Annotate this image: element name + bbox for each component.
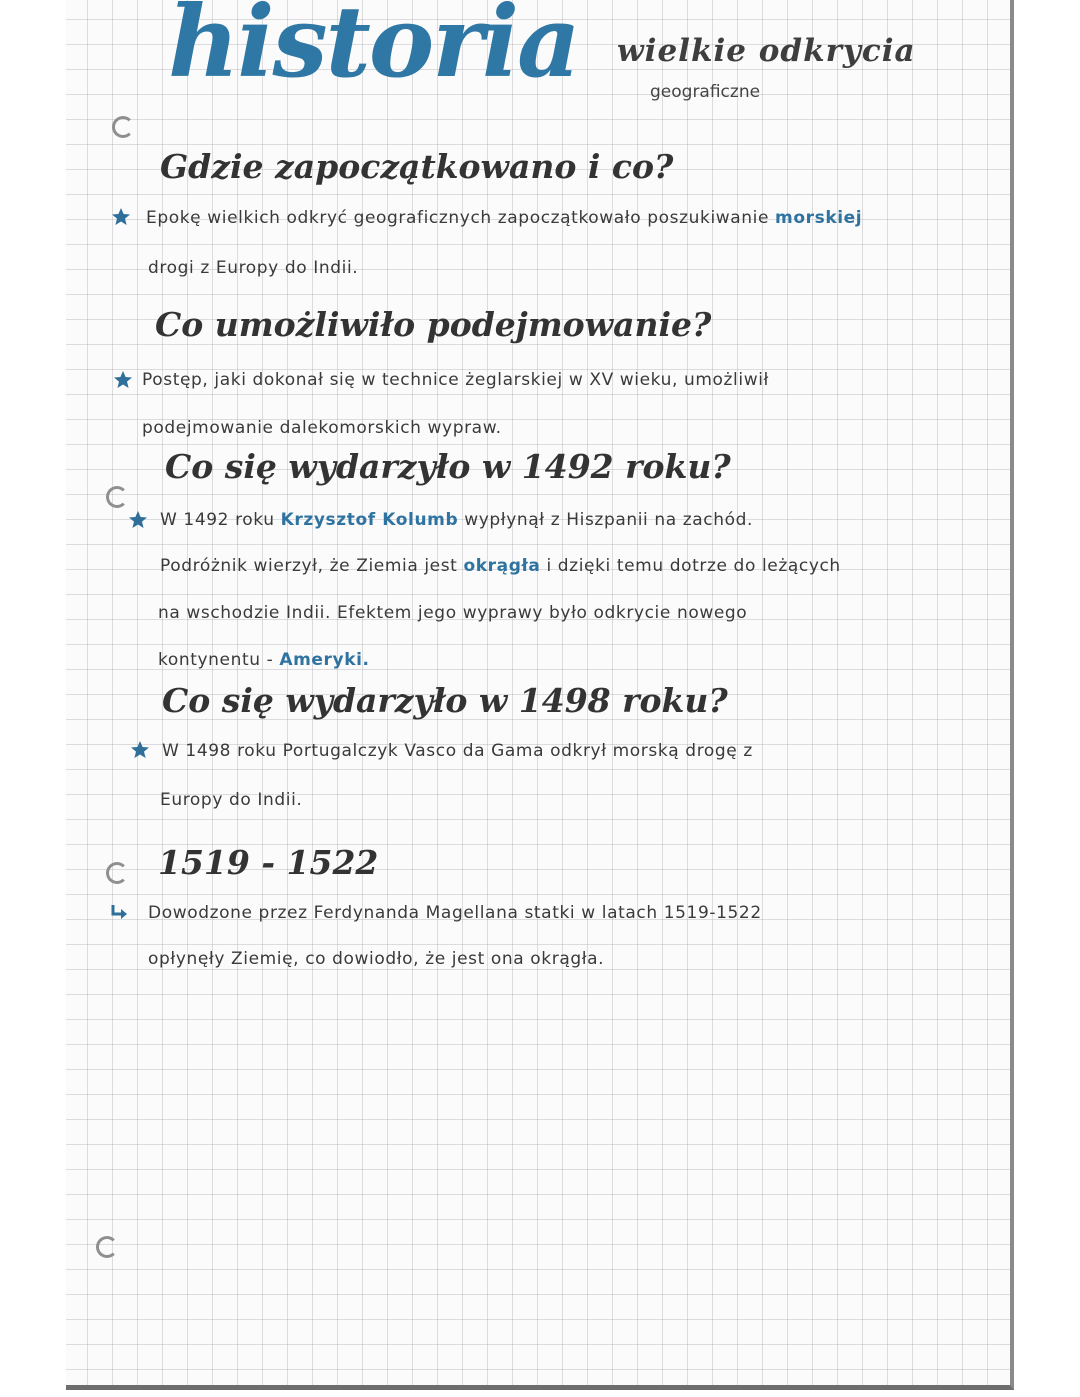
note-line	[148, 905, 762, 922]
section-heading: Co się wydarzyło w 1498 roku?	[162, 681, 728, 720]
note-line	[148, 260, 358, 277]
binder-ring-2	[106, 486, 128, 508]
star-bullet-icon	[113, 370, 133, 390]
note-text: W 1492 roku	[160, 510, 281, 530]
note-line	[160, 792, 302, 809]
binder-ring-1	[112, 116, 134, 138]
note-text: na wschodzie Indii. Efektem jego wyprawy było odkrycie nowego	[158, 603, 748, 623]
note-line	[160, 512, 753, 529]
page-subtitle-small: geograficzne	[650, 82, 761, 102]
star-bullet-icon	[128, 510, 148, 530]
section-heading: Co umożliwiło podejmowanie?	[155, 305, 712, 344]
note-text: Europy do Indii.	[160, 790, 303, 810]
note-line	[158, 605, 747, 622]
note-line	[148, 951, 604, 968]
page-title: historia	[168, 0, 579, 100]
note-text: i dzięki temu dotrze do leżących	[540, 556, 841, 576]
note-text: opłynęły Ziemię, co dowiodło, że jest ona okrągła.	[148, 949, 605, 969]
page-subtitle: wielkie odkrycia	[617, 33, 916, 69]
section-heading: Co się wydarzyło w 1492 roku?	[165, 447, 731, 486]
arrow-bullet-icon	[110, 902, 130, 922]
note-line	[162, 743, 753, 760]
star-bullet-icon	[111, 207, 131, 227]
section-heading: Gdzie zapoczątkowano i co?	[160, 147, 674, 186]
note-text: Podróżnik wierzył, że Ziemia jest	[160, 556, 464, 576]
note-text: podejmowanie dalekomorskich wypraw.	[142, 418, 502, 438]
note-text: kontynentu -	[158, 650, 280, 670]
highlighted-term: Krzysztof Kolumb	[280, 510, 459, 530]
note-line	[158, 652, 370, 669]
note-line	[142, 372, 769, 389]
star-bullet-icon	[130, 740, 150, 760]
highlighted-term: Ameryki.	[279, 650, 370, 670]
note-text: drogi z Europy do Indii.	[148, 258, 359, 278]
note-line	[142, 420, 502, 437]
section-heading: 1519 - 1522	[158, 843, 379, 882]
note-line	[146, 210, 862, 227]
note-text: wypłynął z Hiszpanii na zachód.	[458, 510, 754, 530]
highlighted-term: okrągła	[463, 556, 541, 576]
highlighted-term: morskiej	[775, 208, 863, 228]
note-text: Epokę wielkich odkryć geograficznych zapoczątkowało poszukiwanie	[146, 208, 776, 228]
note-text: Dowodzone przez Ferdynanda Magellana statki w latach 1519-1522	[148, 903, 762, 923]
note-text: W 1498 roku Portugalczyk Vasco da Gama odkrył morską drogę z	[162, 741, 753, 761]
binder-ring-3	[106, 862, 128, 884]
binder-ring-4	[96, 1236, 118, 1258]
note-text: Postęp, jaki dokonał się w technice żeglarskiej w XV wieku, umożliwił	[142, 370, 769, 390]
note-line	[160, 558, 841, 575]
